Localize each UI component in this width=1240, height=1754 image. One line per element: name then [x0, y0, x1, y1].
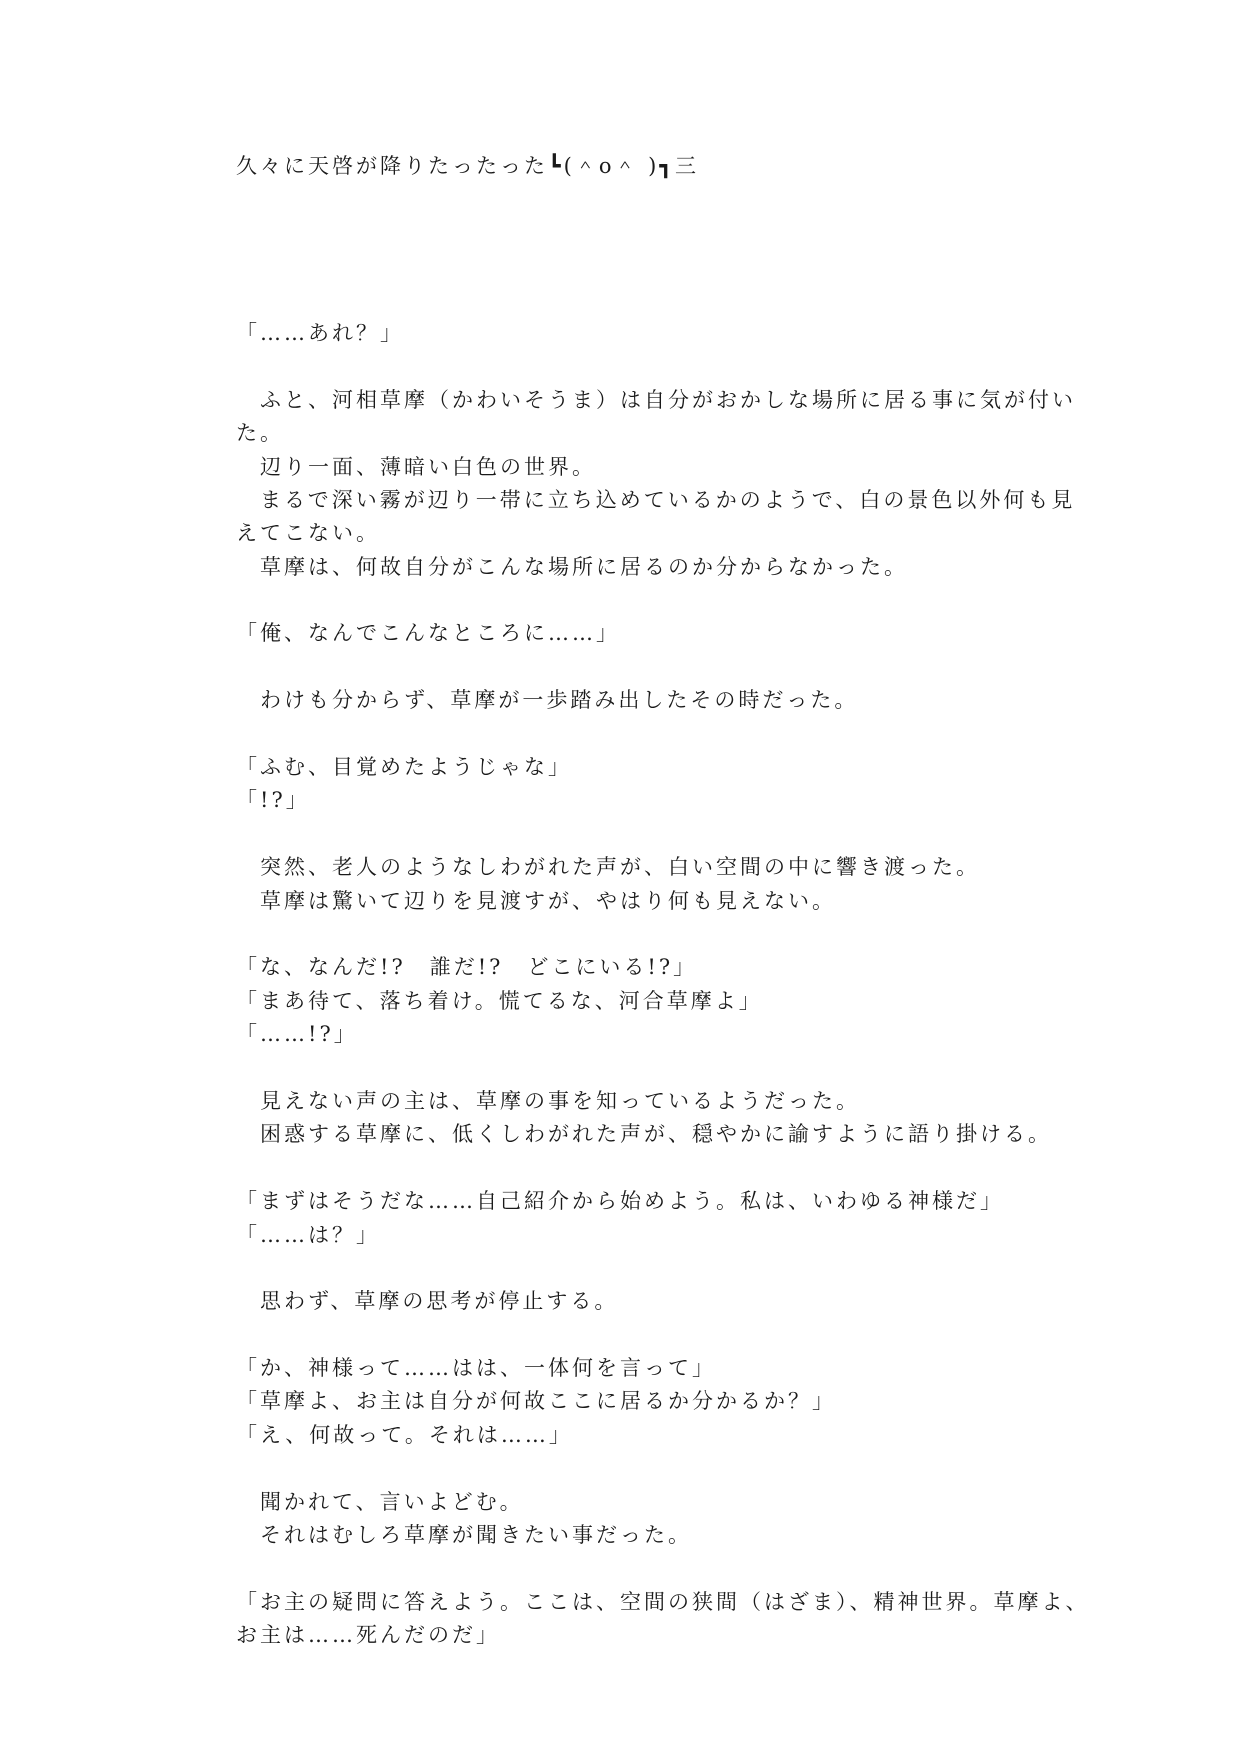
text-line: 「……あれ？」 — [236, 320, 404, 345]
text-line: 草摩は、何故自分がこんな場所に居るのか分からなかった。 — [236, 554, 908, 579]
text-line: 見えない声の主は、草摩の事を知っているようだった。 — [236, 1088, 860, 1113]
text-line — [236, 284, 1016, 317]
text-line: 「ふむ、目覚めたようじゃな」 — [236, 755, 572, 780]
text-line: 「な、なんだ!? 誰だ!? どこにいる!?」 — [236, 955, 698, 980]
text-line: えてこない。 — [236, 521, 380, 546]
text-line: まるで深い霧が辺り一帯に立ち込めているかのようで、白の景色以外何も見 — [236, 487, 1076, 512]
text-line — [236, 1152, 1016, 1185]
text-line: 「まあ待て、落ち着け。慌てるな、河合草摩よ」 — [236, 988, 763, 1013]
text-line: 辺り一面、薄暗い白色の世界。 — [236, 454, 596, 479]
text-line: わけも分からず、草摩が一歩踏み出したその時だった。 — [236, 688, 859, 713]
text-line: 困惑する草摩に、低くしわがれた声が、穏やかに諭すように語り掛ける。 — [236, 1122, 1052, 1147]
text-line — [236, 584, 1016, 617]
text-line — [236, 718, 1016, 751]
text-line — [236, 250, 1016, 283]
text-line: 思わず、草摩の思考が停止する。 — [236, 1289, 619, 1314]
text-line: 突然、老人のようなしわがれた声が、白い空間の中に響き渡った。 — [236, 855, 980, 880]
text-line: 「!?」 — [236, 788, 310, 813]
text-line: 草摩は驚いて辺りを見渡すが、やはり何も見えない。 — [236, 888, 836, 913]
text-line: 「草摩よ、お主は自分が何故ここに居るか分かるか？」 — [236, 1389, 836, 1414]
text-line: お主は……死んだのだ」 — [236, 1623, 500, 1648]
text-line — [236, 918, 1016, 951]
body-text — [236, 150, 1090, 1653]
text-line — [236, 818, 1016, 851]
text-line — [236, 1319, 1016, 1352]
text-line — [236, 1552, 1016, 1585]
text-line: 「え、何故って。それは……」 — [236, 1422, 573, 1447]
text-line: 「……は？」 — [236, 1222, 380, 1247]
text-line — [236, 350, 1016, 383]
text-line: 久々に天啓が降りたったった┗(＾o＾ )┓三 — [236, 154, 699, 178]
text-line: それはむしろ草摩が聞きたい事だった。 — [236, 1523, 692, 1548]
text-line: 「か、神様って……はは、一体何を言って」 — [236, 1356, 716, 1381]
text-line: 「まずはそうだな……自己紹介から始めよう。私は、いわゆる神様だ」 — [236, 1189, 1004, 1214]
text-line — [236, 183, 1016, 216]
text-line — [236, 651, 1016, 684]
text-line: た。 — [236, 421, 284, 446]
text-line: 「俺、なんでこんなところに……」 — [236, 621, 620, 646]
text-line: 聞かれて、言いよどむ。 — [236, 1489, 524, 1514]
text-line — [236, 1052, 1016, 1085]
text-line: 「お主の疑問に答えよう。ここは、空間の狭間（はざま）、精神世界。草摩よ、 — [236, 1589, 1090, 1614]
text-line — [236, 217, 1016, 250]
text-line — [236, 1252, 1016, 1285]
text-line: ふと、河相草摩（かわいそうま）は自分がおかしな場所に居る事に気が付い — [236, 387, 1076, 412]
text-line: 「……!?」 — [236, 1022, 358, 1047]
text-line — [236, 1452, 1016, 1485]
